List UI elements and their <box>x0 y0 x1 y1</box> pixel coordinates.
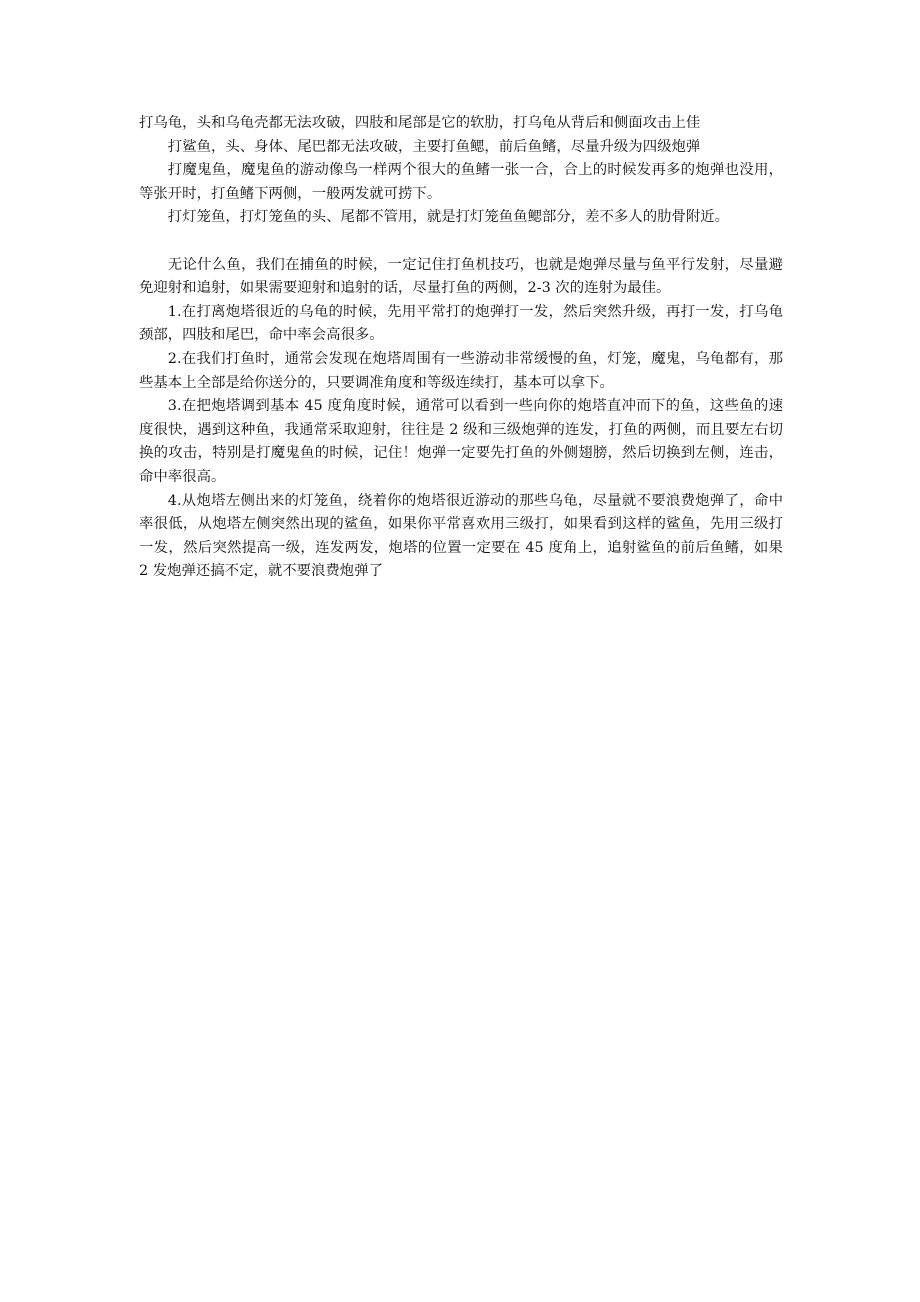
paragraph-shark: 打鲨鱼，头、身体、尾巴都无法攻破，主要打鱼鳃，前后鱼鳍，尽量升级为四级炮弹 <box>167 138 701 155</box>
paragraph-tip-3: 3.在把炮塔调到基本 45 度角度时候，通常可以看到一些向你的炮塔直冲而下的鱼，这些鱼的速度很快，遇到这种鱼，我通常采取迎射，往往是 2 级和三级炮弹的连发，打鱼的两侧，而且要左右切换的攻击，特别是打魔鬼鱼的时候，记住！炮弹一定要先打鱼的外侧翅膀，然后切换到左侧，连击，命中率很高。 <box>139 398 783 485</box>
paragraph-lantern-fish: 打灯笼鱼，打灯笼鱼的头、尾都不管用，就是打灯笼鱼鱼鳃部分，差不多人的肋骨附近。 <box>167 209 730 226</box>
paragraph-devil-ray: 打魔鬼鱼，魔鬼鱼的游动像鸟一样两个很大的鱼鳍一张一合，合上的时候发再多的炮弹也没用，等张开时，打鱼鳍下两侧，一般两发就可捞下。 <box>139 162 783 202</box>
document-body <box>139 112 783 584</box>
paragraph-general-tips: 无论什么鱼，我们在捕鱼的时候，一定记住打鱼机技巧，也就是炮弹尽量与鱼平行发射，尽量避免迎射和追射，如果需要迎射和追射的话，尽量打鱼的两侧，2-3 次的连射为最佳。 <box>139 256 783 297</box>
paragraph-spacer <box>139 230 783 254</box>
paragraph-turtle: 打乌龟，头和乌龟壳都无法攻破，四肢和尾部是它的软肋，打乌龟从背后和侧面攻击上佳 <box>139 115 701 131</box>
paragraph-tip-4: 4.从炮塔左侧出来的灯笼鱼，绕着你的炮塔很近游动的那些乌龟，尽量就不要浪费炮弹了，命中率很低，从炮塔左侧突然出现的鲨鱼，如果你平常喜欢用三级打，如果看到这样的鲨鱼，先用三级打一发，然后突然提高一级，连发两发，炮塔的位置一定要在 45 度角上，追射鲨鱼的前后鱼鳍，如果 2 发炮弹还搞不定，就不要浪费炮弹了 <box>139 492 783 580</box>
paragraph-tip-2: 2.在我们打鱼时，通常会发现在炮塔周围有一些游动非常缓慢的鱼，灯笼，魔鬼，乌龟都有，那些基本上全部是给你送分的，只要调准角度和等级连续打，基本可以拿下。 <box>139 350 783 391</box>
paragraph-tip-1: 1.在打离炮塔很近的乌龟的时候，先用平常打的炮弹打一发，然后突然升级，再打一发，打乌龟颈部，四肢和尾巴，命中率会高很多。 <box>139 303 783 344</box>
